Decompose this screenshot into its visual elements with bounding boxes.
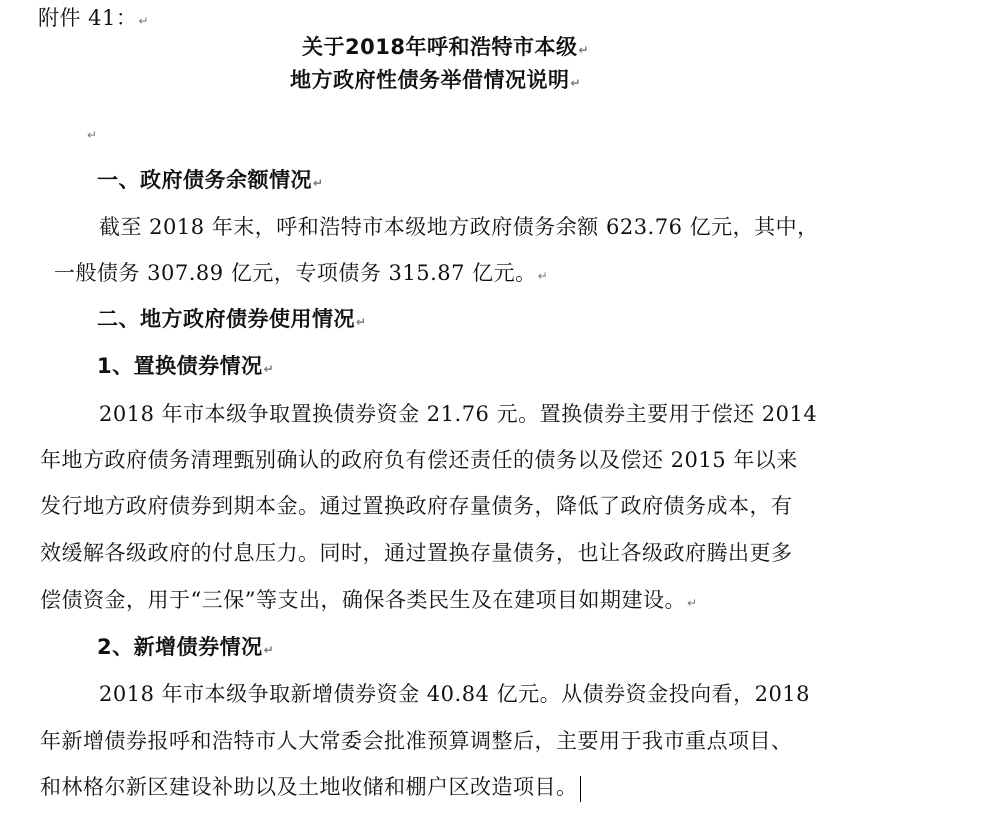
subsection2-body-line: 年新增债券报呼和浩特市人大常委会批准预算调整后，主要用于我市重点项目、 (40, 729, 793, 753)
document-title-line2: 地方政府性债务举借情况说明↵ (290, 68, 582, 92)
paragraph-mark-icon: ↵ (87, 128, 98, 142)
subsection1-body-line: 效缓解各级政府的付息压力。同时，通过置换存量债务，也让各级政府腾出更多 (40, 541, 793, 565)
section2-heading: 二、地方政府债券使用情况↵ (97, 307, 367, 331)
subsection1-heading: 1、置换债券情况↵ (97, 354, 275, 378)
section1-body-line: 截至 2018 年末，呼和浩特市本级地方政府债务余额 623.76 亿元，其中， (99, 215, 819, 239)
paragraph-mark-icon: ↵ (263, 362, 275, 376)
paragraph-mark-icon: ↵ (356, 315, 367, 329)
document-title-line1: 关于2018年呼和浩特市本级↵ (302, 35, 590, 59)
paragraph-mark-icon: ↵ (686, 596, 698, 610)
subsection2-body-line: 2018 年市本级争取新增债券资金 40.84 亿元。从债券资金投向看，2018 (99, 682, 811, 706)
section1-heading: 一、政府债务余额情况↵ (97, 168, 324, 192)
paragraph-mark-icon: ↵ (537, 269, 549, 283)
empty-paragraph (86, 118, 98, 149)
subsection1-body-line: 年地方政府债务清理甄别确认的政府负有偿还责任的债务以及偿还 2015 年以来 (40, 448, 798, 472)
subsection2-body-line: 和林格尔新区建设补助以及土地收储和棚户区改造项目。 (40, 773, 581, 802)
attachment-label: 附件 41：↵ (38, 6, 149, 30)
paragraph-mark-icon: ↵ (263, 643, 275, 657)
subsection2-heading: 2、新增债券情况↵ (97, 635, 275, 659)
paragraph-mark-icon: ↵ (138, 14, 149, 28)
text-cursor[interactable] (580, 776, 582, 802)
subsection1-body-line: 偿债资金，用于“三保”等支出，确保各类民生及在建项目如期建设。↵ (40, 588, 698, 612)
paragraph-mark-icon: ↵ (570, 76, 582, 90)
subsection1-body-line: 发行地方政府债券到期本金。通过置换政府存量债务，降低了政府债务成本，有 (40, 494, 793, 518)
paragraph-mark-icon: ↵ (578, 43, 590, 57)
subsection1-body-line: 2018 年市本级争取置换债券资金 21.76 元。置换债券主要用于偿还 2014 (99, 402, 818, 426)
paragraph-mark-icon: ↵ (313, 176, 324, 190)
section1-body-line: 一般债务 307.89 亿元，专项债务 315.87 亿元。↵ (54, 261, 549, 285)
